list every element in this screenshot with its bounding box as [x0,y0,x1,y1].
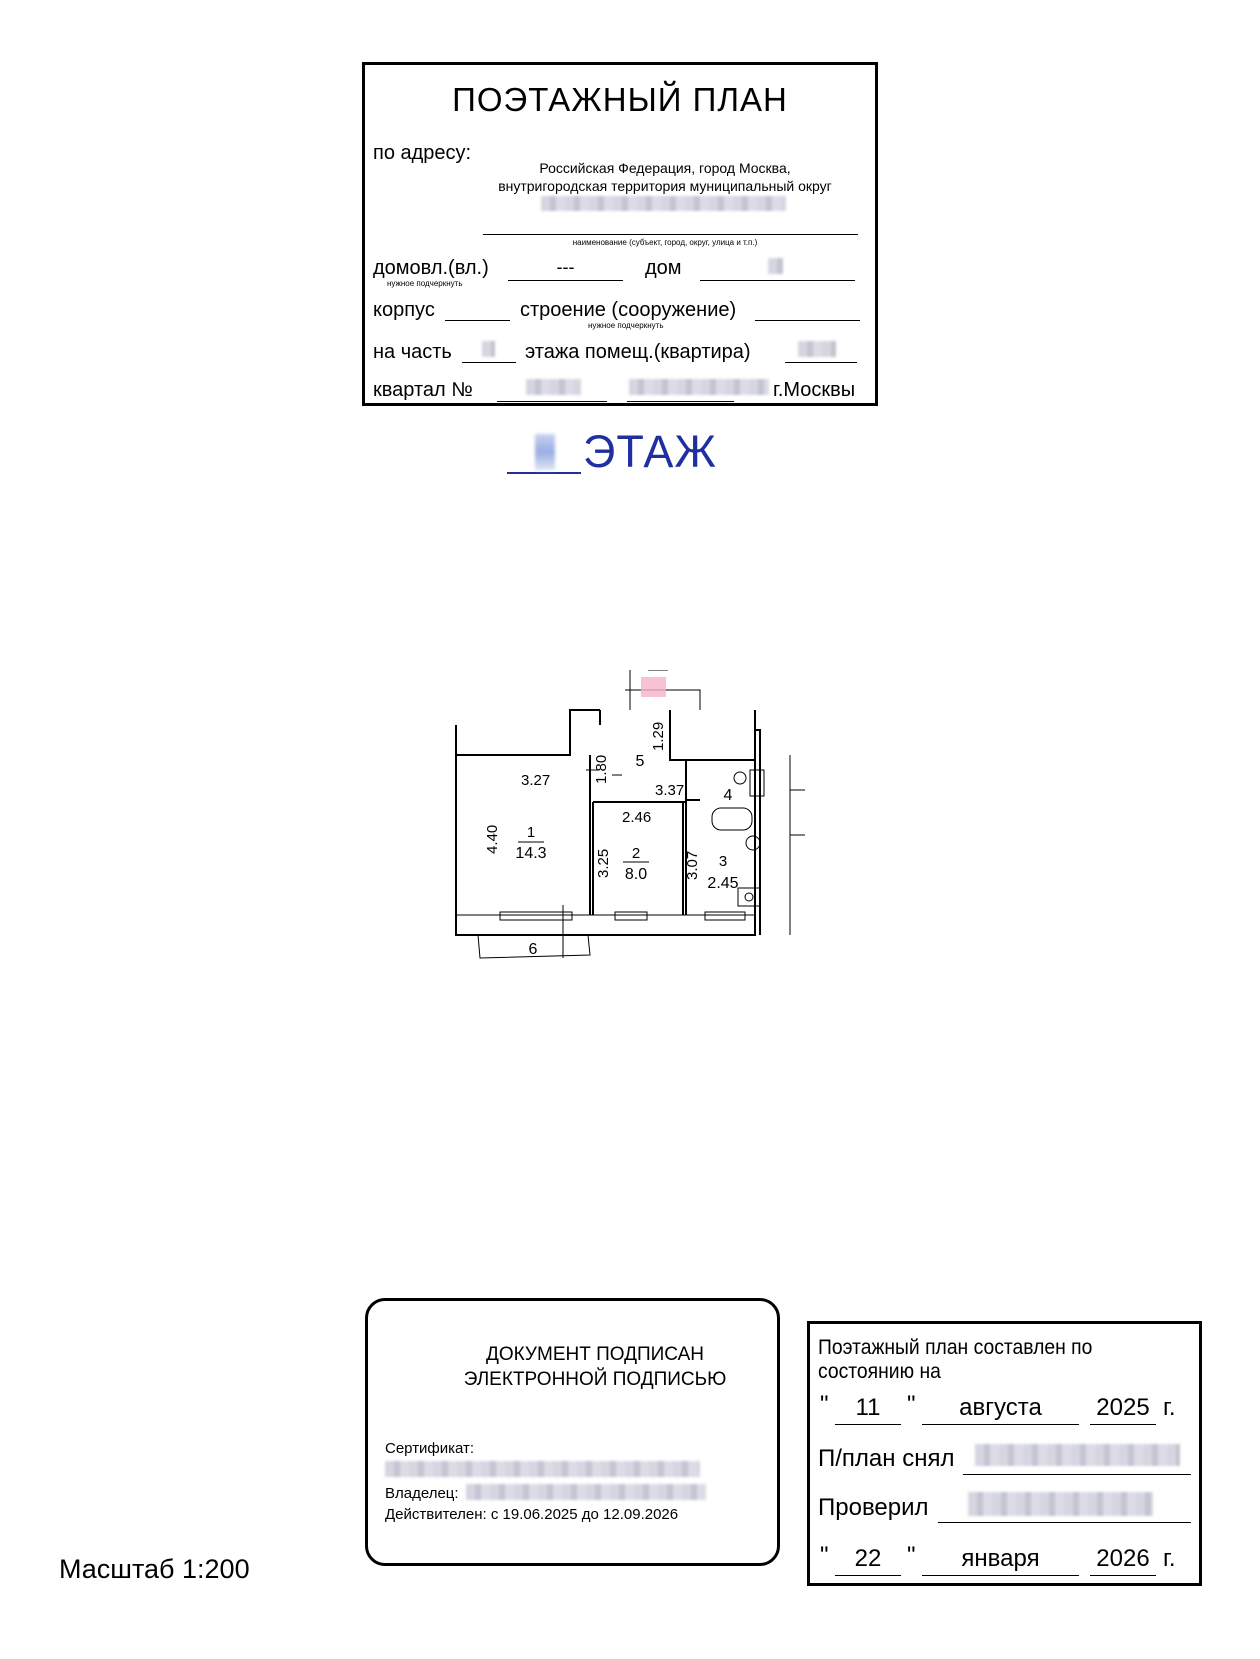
redacted-checked-by [968,1492,1153,1516]
quote-close-2: " [907,1542,916,1569]
redacted-mark [641,677,666,697]
certificate-label: Сертификат: [385,1440,475,1457]
year-2-underline [1090,1575,1156,1576]
redacted-kvartal [526,379,581,395]
etazha-label: этажа помещ.(квартира) [525,341,751,363]
stroenie-underline [755,320,860,321]
quote-open-1: " [820,1391,829,1418]
domovl-value: --- [556,257,575,277]
city-suffix: г.Москвы [773,379,856,401]
address-label: по адресу: [373,142,472,164]
quote-close-1: " [907,1391,916,1418]
korpus-label: корпус [373,299,435,321]
dim-307: 3.07 [684,850,701,880]
room-3-number: 3 [718,853,728,870]
redacted-floor-number [535,434,555,470]
floor-plan [440,670,820,980]
room-6-number: 6 [528,941,538,958]
quote-open-2: " [820,1542,829,1569]
address-line-1: Российская Федерация, город Москва, [539,160,791,176]
stroenie-caption: нужное подчеркнуть [588,321,664,330]
redacted-house [768,258,783,274]
state-heading: Поэтажный план составлен по состоянию на [818,1336,1093,1383]
day-1: 11 [855,1394,881,1421]
na-chast-underline [462,362,516,363]
document-title: ПОЭТАЖНЫЙ ПЛАН [452,81,788,118]
signature-line-2: ЭЛЕКТРОННОЙ ПОДПИСЬЮ [463,1369,727,1390]
room-2-number: 2 [631,845,641,862]
taken-by-label: П/план снял [818,1445,955,1472]
room-5-number: 5 [635,753,645,770]
redacted-taken-by [975,1444,1180,1466]
header-box [362,62,878,406]
month-1-underline [922,1424,1079,1425]
address-caption: наименование (субъект, город, округ, улица и т.п.) [572,238,758,247]
dim-325: 3.25 [595,848,612,878]
address-line-2: внутригородская территория муниципальный округ [498,178,832,194]
kvartal-underline [497,401,607,402]
dim-129: 1.29 [650,721,667,751]
dim-327: 3.27 [521,772,551,789]
dom-underline [700,280,855,281]
floor-number-underline [507,472,581,474]
kvartal-label: квартал № [373,379,473,401]
month-2-underline [922,1575,1079,1576]
dim-180: 1.80 [593,754,610,784]
dom-label: дом [645,257,682,279]
room-2-area: 8.0 [624,866,648,883]
na-chast-label: на часть [373,341,452,363]
domovl-underline [508,280,623,281]
dim-246: 2.46 [622,809,652,826]
year-2: 2026 [1096,1545,1150,1572]
month-2: января [961,1545,1040,1572]
year-suffix-1: г. [1163,1394,1176,1421]
address-underline [483,234,858,235]
year-suffix-2: г. [1163,1545,1176,1572]
checked-by-label: Проверил [818,1494,929,1521]
room-1-area: 14.3 [515,845,547,862]
day-2: 22 [854,1545,882,1572]
scale-label: Масштаб 1:200 [59,1554,250,1584]
redacted-owner [466,1484,706,1500]
day-2-underline [835,1575,901,1576]
owner-label: Владелец: [385,1485,459,1502]
domovl-caption: нужное подчеркнуть [387,279,463,288]
redacted-address [541,196,786,211]
year-1-underline [1090,1424,1156,1425]
redacted-floor-part [482,341,495,357]
redacted-district [629,379,769,395]
redacted-certificate [385,1461,700,1477]
korpus-underline [445,320,510,321]
room-4-number: 4 [723,787,733,804]
signature-line-1: ДОКУМЕНТ ПОДПИСАН [486,1344,704,1365]
floor-label [507,426,727,482]
room-3-area: 2.45 [707,875,739,892]
room-1-number: 1 [526,824,536,841]
dim-440: 4.40 [484,824,501,854]
floor-text: ЭТАЖ [583,426,717,477]
dim-337: 3.37 [655,782,685,799]
apartment-underline [785,362,857,363]
stroenie-label: строение (сооружение) [520,299,737,321]
month-1: августа [959,1394,1042,1421]
year-1: 2025 [1096,1394,1150,1421]
district-underline [627,401,734,402]
domovl-label: домовл.(вл.) [373,257,489,279]
signature-box [365,1298,780,1566]
state-box [807,1321,1202,1586]
validity-text: Действителен: с 19.06.2025 до 12.09.2026 [385,1506,679,1523]
redacted-apartment [798,341,836,357]
checked-by-underline [938,1522,1191,1523]
taken-by-underline [963,1474,1191,1475]
day-1-underline [835,1424,901,1425]
